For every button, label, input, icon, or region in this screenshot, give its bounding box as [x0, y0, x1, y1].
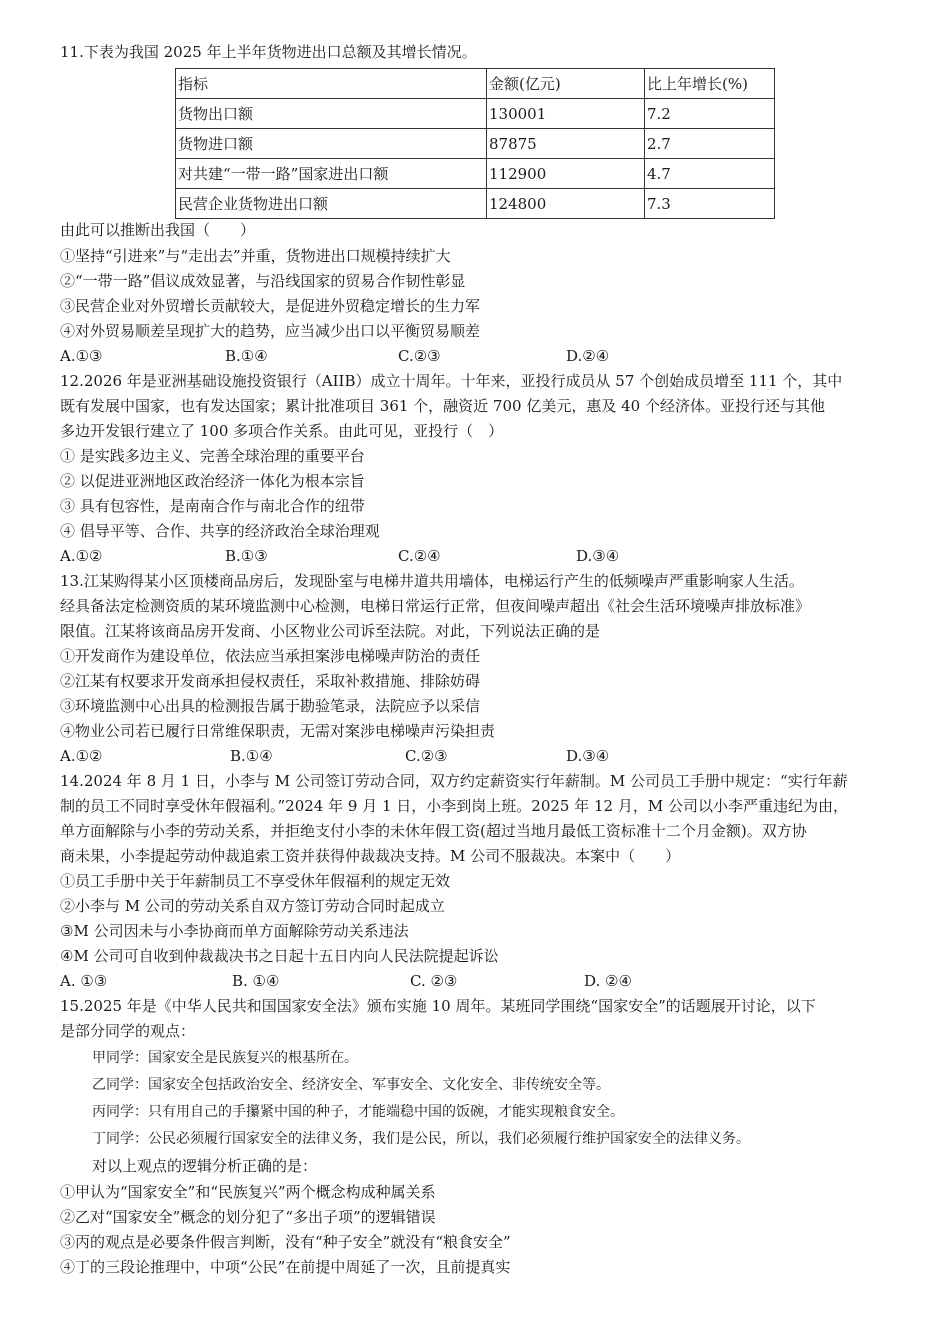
q15-item: ②乙对“国家安全”概念的划分犯了“多出子项”的逻辑错误 [60, 1208, 436, 1226]
q12-stem-line: 多边开发银行建立了 100 多项合作关系。由此可见，亚投行（ ） [60, 422, 504, 440]
trade-table [175, 68, 775, 219]
q11-item: ②“一带一路”倡议成效显著，与沿线国家的贸易合作韧性彰显 [60, 272, 466, 290]
q13-option-b: B.①④ [230, 747, 273, 765]
q15-item: ④丁的三段论推理中，中项“公民”在前提中周延了一次，且前提真实 [60, 1258, 511, 1276]
q14-item: ③M 公司因未与小李协商而单方面解除劳动关系违法 [60, 922, 409, 940]
q13-item: ③环境监测中心出具的检测报告属于勘验笔录，法院应予以采信 [60, 697, 481, 715]
q11-item: ④对外贸易顺差呈现扩大的趋势，应当减少出口以平衡贸易顺差 [60, 322, 481, 340]
q11-option-d: D.②④ [566, 347, 610, 365]
table-cell: 112900 [487, 159, 645, 189]
q12-option-a: A.①② [60, 547, 103, 565]
q12-option-c: C.②④ [398, 547, 441, 565]
q12-stem-line: 既有发展中国家，也有发达国家；累计批准项目 361 个，融资近 700 亿美元，惠及 40 个经济体。亚投行还与其他 [60, 397, 825, 415]
q14-item: ①员工手册中关于年薪制员工不享受休年假福利的规定无效 [60, 872, 451, 890]
table-cell: 7.3 [645, 189, 775, 219]
table-row [176, 189, 775, 219]
table-cell: 对共建“一带一路”国家进出口额 [176, 159, 487, 189]
q14-stem-line: 14.2024 年 8 月 1 日，小李与 M 公司签订劳动合同，双方约定薪资实行年薪制。M 公司员工手册中规定：“实行年薪 [60, 772, 848, 790]
q13-stem-line: 限值。江某将该商品房开发商、小区物业公司诉至法院。对此，下列说法正确的是 [60, 622, 601, 640]
table-cell: 124800 [487, 189, 645, 219]
q13-option-a: A.①② [60, 747, 103, 765]
q15-item: ①甲认为“国家安全”和“民族复兴”两个概念构成种属关系 [60, 1183, 436, 1201]
q12-item: ① 是实践多边主义、完善全球治理的重要平台 [60, 447, 365, 465]
q13-stem-line: 经具备法定检测资质的某环境监测中心检测，电梯日常运行正常，但夜间噪声超出《社会生活环境噪声排放标准》 [60, 597, 811, 615]
q11-option-a: A.①③ [60, 347, 103, 365]
table-row [176, 159, 775, 189]
q15-ask: 对以上观点的逻辑分析正确的是： [92, 1157, 318, 1175]
table-header-cell: 比上年增长(%) [645, 69, 775, 99]
table-cell: 货物进口额 [176, 129, 487, 159]
q15-view-ding: 丁同学：公民必须履行国家安全的法律义务，我们是公民，所以，我们必须履行维护国家安全的法律义务。 [92, 1131, 750, 1147]
q15-stem-line: 15.2025 年是《中华人民共和国国家安全法》颁布实施 10 周年。某班同学围绕“国家安全”的话题展开讨论，以下 [60, 997, 816, 1015]
q12-stem-line: 12.2026 年是亚洲基础设施投资银行（AIIB）成立十周年。十年来，亚投行成员从 57 个创始成员增至 111 个，其中 [60, 372, 843, 390]
q12-option-d: D.③④ [576, 547, 620, 565]
table-header-cell: 金额(亿元) [487, 69, 645, 99]
table-cell: 4.7 [645, 159, 775, 189]
q13-option-c: C.②③ [405, 747, 448, 765]
q15-item: ③丙的观点是必要条件假言判断，没有“种子安全”就没有“粮食安全” [60, 1233, 511, 1251]
q15-view-jia: 甲同学：国家安全是民族复兴的根基所在。 [92, 1050, 358, 1066]
q14-option-d: D. ②④ [584, 972, 632, 990]
table-header-row [176, 69, 775, 99]
q15-stem-line: 是部分同学的观点： [60, 1022, 196, 1040]
q15-view-bing: 丙同学：只有用自己的手攥紧中国的种子，才能端稳中国的饭碗，才能实现粮食安全。 [92, 1104, 624, 1120]
table-row [176, 99, 775, 129]
table-header-cell: 指标 [176, 69, 487, 99]
q14-option-b: B. ①④ [232, 972, 280, 990]
q11-item: ③民营企业对外贸增长贡献较大，是促进外贸稳定增长的生力军 [60, 297, 481, 315]
q13-stem-line: 13.江某购得某小区顶楼商品房后，发现卧室与电梯井道共用墙体，电梯运行产生的低频噪声严重影响家人生活。 [60, 572, 804, 590]
table-cell: 2.7 [645, 129, 775, 159]
q14-option-a: A. ①③ [60, 972, 108, 990]
table-cell: 87875 [487, 129, 645, 159]
q11-option-b: B.①④ [225, 347, 268, 365]
q13-item: ②江某有权要求开发商承担侵权责任，采取补救措施、排除妨碍 [60, 672, 481, 690]
q13-option-d: D.③④ [566, 747, 610, 765]
q11-option-c: C.②③ [398, 347, 441, 365]
table-cell: 130001 [487, 99, 645, 129]
q13-item: ④物业公司若已履行日常维保职责，无需对案涉电梯噪声污染担责 [60, 722, 496, 740]
table-cell: 货物出口额 [176, 99, 487, 129]
table-cell: 民营企业货物进出口额 [176, 189, 487, 219]
q12-option-b: B.①③ [225, 547, 268, 565]
q15-view-yi: 乙同学：国家安全包括政治安全、经济安全、军事安全、文化安全、非传统安全等。 [92, 1077, 610, 1093]
q11-stem: 11.下表为我国 2025 年上半年货物进出口总额及其增长情况。 [60, 43, 477, 61]
q12-item: ④ 倡导平等、合作、共享的经济政治全球治理观 [60, 522, 380, 540]
q11-ask: 由此可以推断出我国（ ） [60, 221, 256, 239]
table-row [176, 129, 775, 159]
q12-item: ③ 具有包容性，是南南合作与南北合作的纽带 [60, 497, 365, 515]
q14-item: ④M 公司可自收到仲裁裁决书之日起十五日内向人民法院提起诉讼 [60, 947, 499, 965]
q11-item: ①坚持“引进来”与“走出去”并重，货物进出口规模持续扩大 [60, 247, 451, 265]
q12-item: ② 以促进亚洲地区政治经济一体化为根本宗旨 [60, 472, 365, 490]
q14-item: ②小李与 M 公司的劳动关系自双方签订劳动合同时起成立 [60, 897, 445, 915]
q14-option-c: C. ②③ [410, 972, 458, 990]
q14-stem-line: 制的员工不同时享受休年假福利。”2024 年 9 月 1 日，小李到岗上班。2025 年 12 月，M 公司以小李严重违纪为由， [60, 797, 848, 815]
q13-item: ①开发商作为建设单位，依法应当承担案涉电梯噪声防治的责任 [60, 647, 481, 665]
q14-stem-line: 单方面解除与小李的劳动关系，并拒绝支付小李的未休年假工资(超过当地月最低工资标准十二个月金额)。双方协 [60, 822, 807, 840]
table-cell: 7.2 [645, 99, 775, 129]
q14-stem-line: 商未果，小李提起劳动仲裁追索工资并获得仲裁裁决支持。M 公司不服裁决。本案中（ ） [60, 847, 681, 865]
